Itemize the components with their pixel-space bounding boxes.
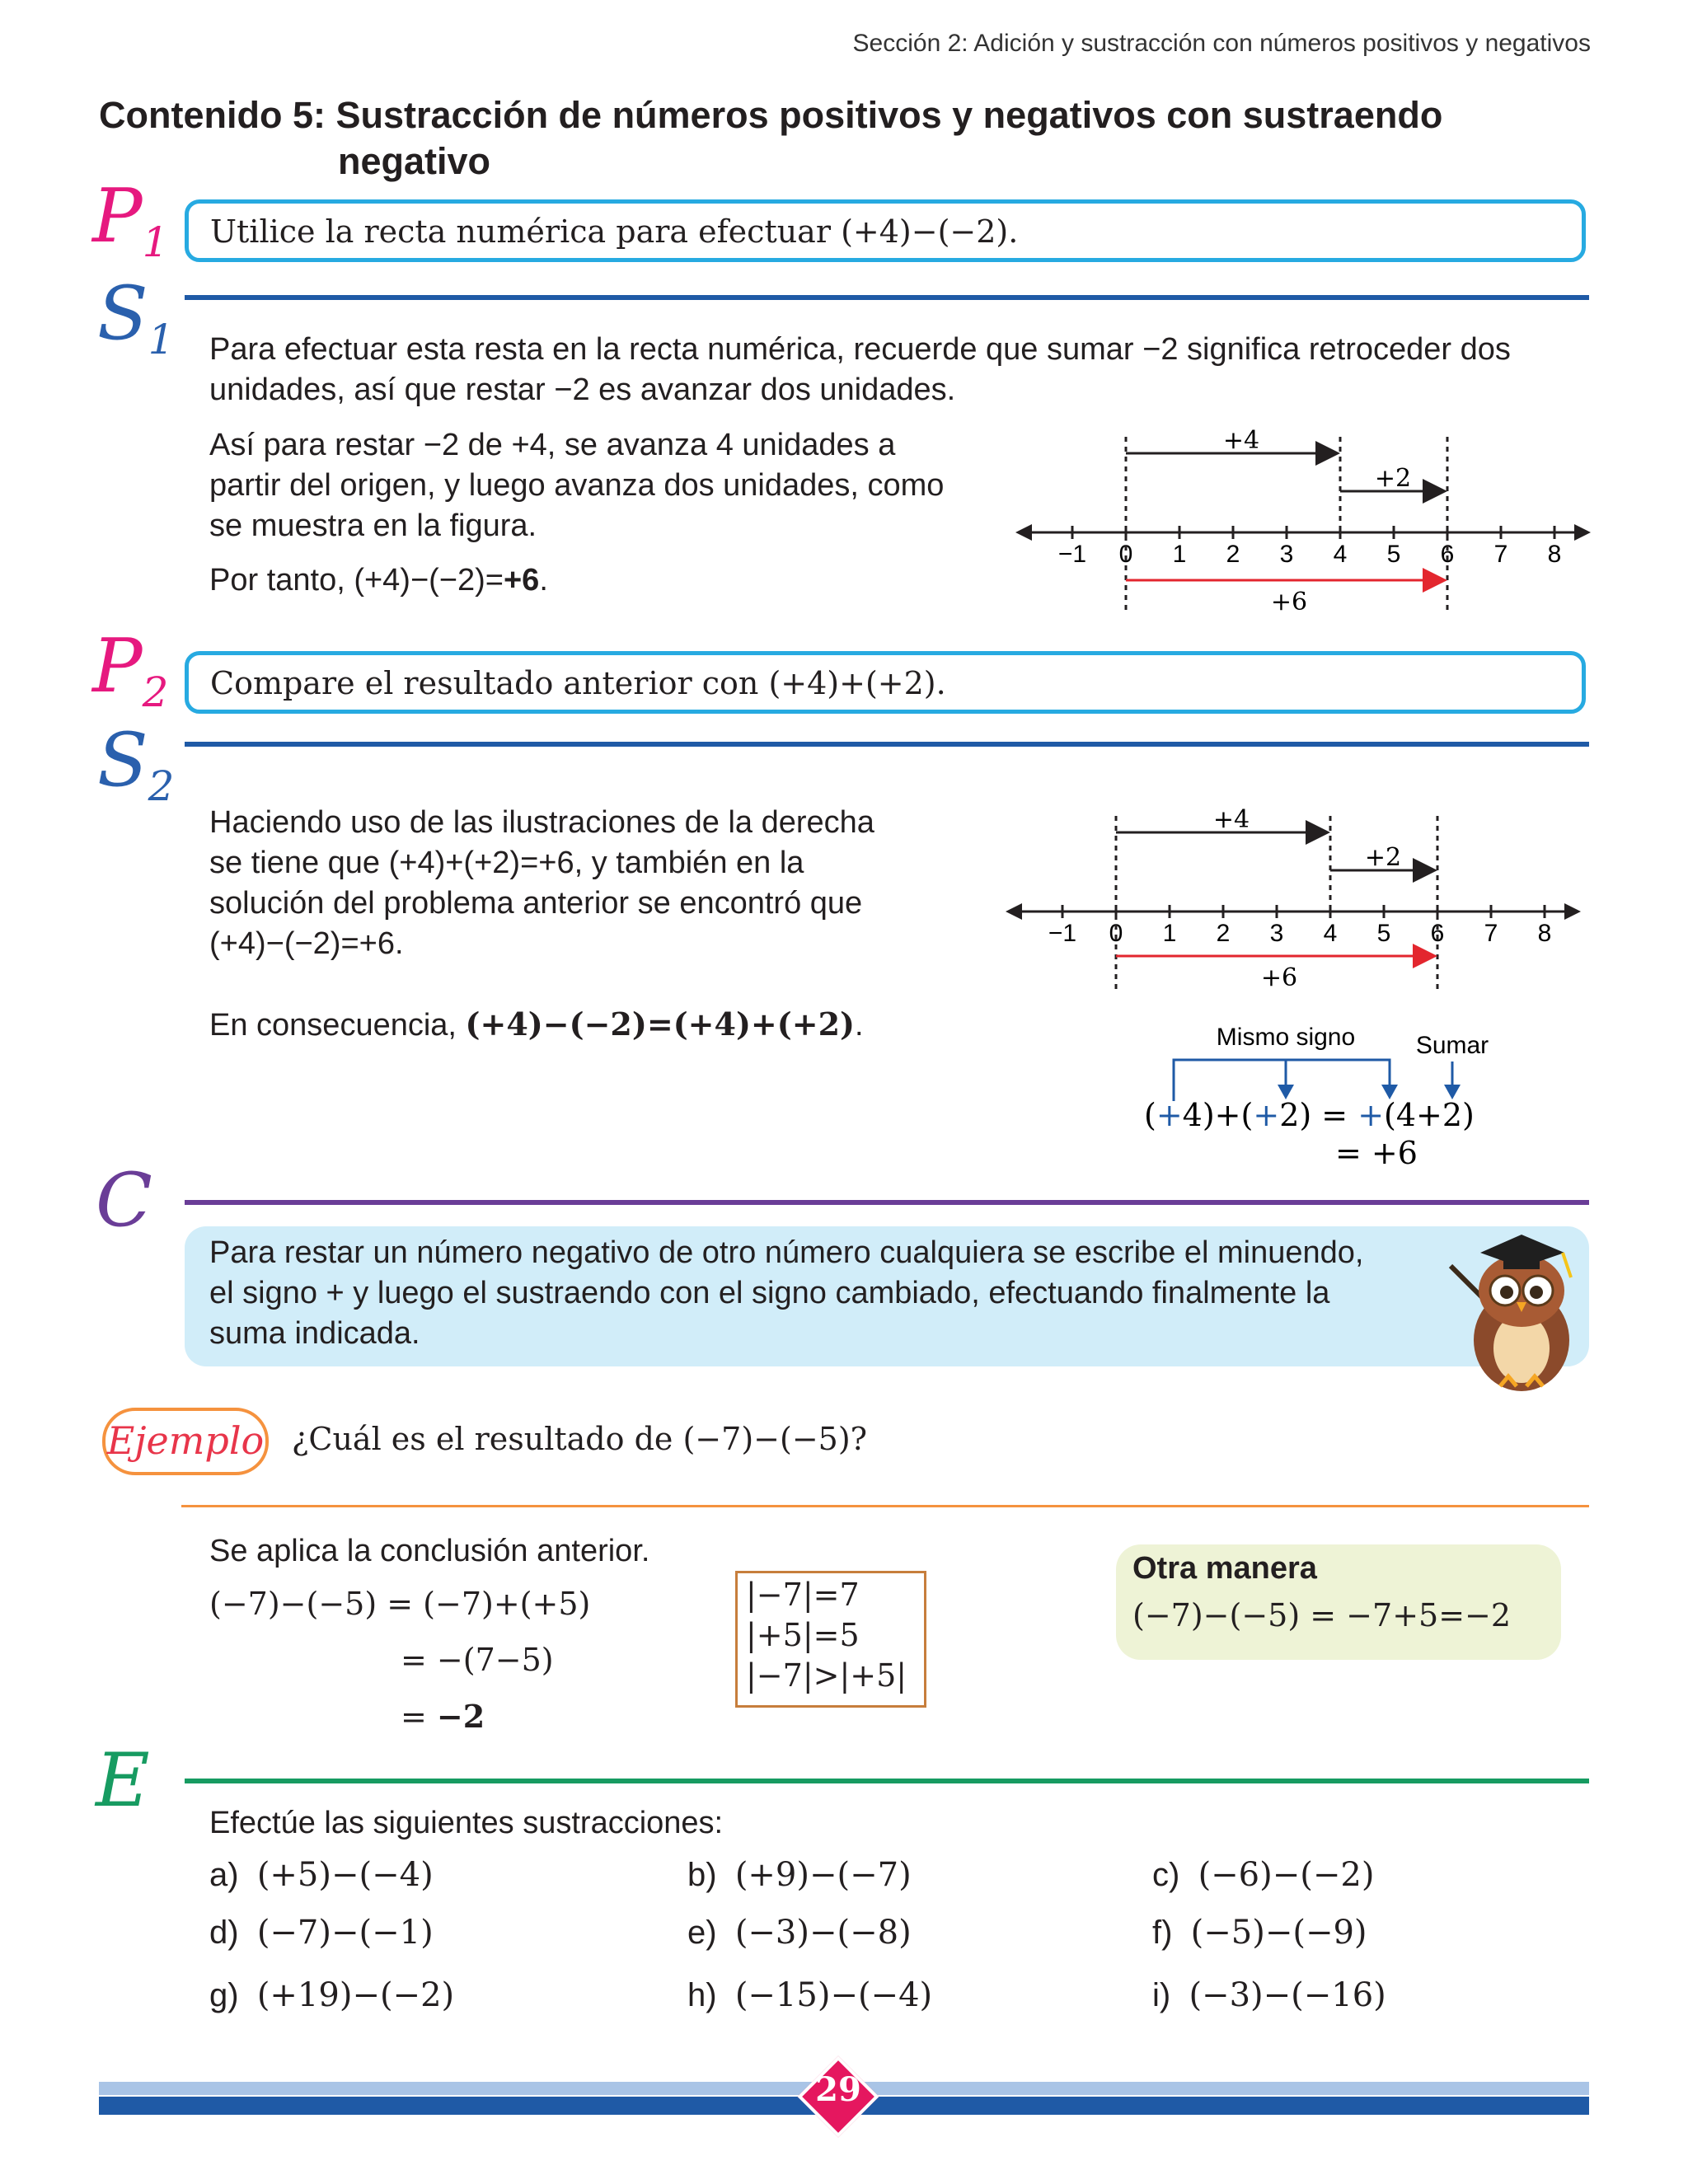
tick-label-2-2: 1 (1162, 920, 1177, 947)
tick-label-1-2: 1 (1172, 541, 1187, 568)
p2-mark: $P_2$ (92, 623, 169, 716)
exercise-b: b) (+9)−(−7) (687, 1856, 912, 1894)
sign-equation-2: = +6 (1335, 1135, 1418, 1167)
tick-label-1-8: 7 (1493, 541, 1508, 568)
otra-manera-title: Otra manera (1132, 1551, 1317, 1586)
tick-label-1-3: 2 (1226, 541, 1240, 568)
p2-text: Compare el resultado anterior con (+4)+(+2). (210, 665, 946, 701)
conclusion-text: Para restar un número negativo de otro número cualquiera se escribe el minuendo, el signo + y luego el sustraendo con el signo cambiado, efectuando finalmente la suma indicada. (209, 1235, 1364, 1351)
ejemplo-question: ¿Cuál es el resultado de (−7)−(−5)? (292, 1421, 868, 1457)
arrow-result-label: +6 (1270, 588, 1308, 616)
tick-label-1-1: 0 (1118, 541, 1133, 568)
arrow-plus-2-label-b: +2 (1364, 843, 1402, 872)
s1-result: Por tanto, (+4)−(−2)=+6. (209, 563, 548, 598)
exercise-g: g) (+19)−(−2) (209, 1976, 455, 2014)
tick-label-2-0: −1 (1048, 920, 1077, 947)
exercise-h: h) (−15)−(−4) (687, 1976, 933, 2014)
s1-paragraph-1: Para efectuar esta resta en la recta numérica, recuerde que sumar −2 significa retroceder dos unidades, así que restar −2 es avanzar dos unidades. (209, 332, 1511, 407)
sign-diagram (1137, 1019, 1525, 1167)
tick-label-1-7: 6 (1440, 541, 1455, 568)
ejemplo-intro: Se aplica la conclusión anterior. (209, 1534, 650, 1568)
tick-label-1-9: 8 (1547, 541, 1562, 568)
ejemplo-step-3: = −2 (401, 1698, 485, 1735)
ejercicios-intro: Efectúe las siguientes sustracciones: (209, 1806, 724, 1840)
otra-manera-equation: (−7)−(−5) = −7+5=−2 (1132, 1597, 1512, 1633)
ejemplo-rule (181, 1505, 1589, 1507)
ejemplo-step-2: = −(7−5) (401, 1642, 554, 1678)
axis-right-arrow (1574, 524, 1591, 541)
tick-label-2-1: 0 (1109, 920, 1123, 947)
p2-problem-box (185, 651, 1586, 714)
sign-equation-1: (+4)+(+2) = +(4+2) (1144, 1097, 1475, 1133)
tick-label-2-7: 6 (1430, 920, 1445, 947)
title-line-2: negativo (338, 140, 491, 182)
s2-mark: $S_2$ (97, 717, 175, 810)
c-mark: C (96, 1157, 152, 1244)
section-header: Sección 2: Adición y sustracción con números positivos y negativos (852, 30, 1591, 57)
e-rule (185, 1779, 1589, 1783)
owl-teacher-icon (1434, 1216, 1591, 1398)
exercise-e: e) (−3)−(−8) (687, 1914, 912, 1952)
abs-line-3: |−7|>|+5| (746, 1657, 907, 1694)
ejemplo-badge: Ejemplo (102, 1408, 269, 1475)
number-line-diagram-1 (1014, 420, 1591, 618)
c-rule (185, 1200, 1589, 1205)
absolute-value-box (735, 1571, 926, 1708)
tick-label-1-5: 4 (1333, 541, 1348, 568)
exercise-c: c) (−6)−(−2) (1152, 1856, 1375, 1894)
tick-label-1-0: −1 (1057, 541, 1087, 568)
otra-manera-box (1116, 1544, 1561, 1660)
tick-label-2-9: 8 (1537, 920, 1552, 947)
bracket-line (1174, 1060, 1390, 1101)
axis-left-arrow-2 (1006, 903, 1022, 920)
p1-mark: $P_1$ (92, 173, 169, 266)
tick-label-2-5: 4 (1323, 920, 1338, 947)
tick-label-2-8: 7 (1484, 920, 1498, 947)
arrow-result-label-b: +6 (1260, 963, 1298, 992)
s1-rule (185, 295, 1589, 300)
exercise-f: f) (−5)−(−9) (1152, 1914, 1367, 1952)
exercise-i: i) (−3)−(−16) (1152, 1976, 1386, 2014)
page-number: 29 (815, 2070, 861, 2109)
tick-label-1-4: 3 (1279, 541, 1294, 568)
ejemplo-step-1: (−7)−(−5) = (−7)+(+5) (209, 1586, 591, 1622)
abs-line-2: |+5|=5 (746, 1617, 860, 1653)
exercise-d: d) (−7)−(−1) (209, 1914, 434, 1952)
s2-paragraph: Haciendo uso de las ilustraciones de la derecha se tiene que (+4)+(+2)=+6, y también en la solución del problema anterior se encontró que (+4)−(−2)=+6. (209, 805, 874, 961)
exercise-a: a) (+5)−(−4) (209, 1856, 434, 1894)
arrow-plus-4-label: +4 (1222, 426, 1260, 455)
abs-line-1: |−7|=7 (746, 1577, 860, 1613)
p1-problem-box (185, 199, 1586, 262)
s1-paragraph-2: Así para restar −2 de +4, se avanza 4 unidades a partir del origen, y luego avanza dos unidades, como se muestra en la figura. (209, 428, 945, 543)
tick-label-2-4: 3 (1269, 920, 1284, 947)
axis-left-arrow (1015, 524, 1032, 541)
e-mark: E (96, 1737, 150, 1824)
arrow-plus-2-label: +2 (1374, 464, 1412, 493)
number-line-diagram-2 (1004, 799, 1581, 997)
tick-label-2-3: 2 (1216, 920, 1231, 947)
s2-rule (185, 742, 1589, 747)
page-title (99, 92, 1500, 185)
title-line-1: Contenido 5: Sustracción de números positivos y negativos con sustraendo (99, 94, 1443, 136)
axis-right-arrow-2 (1564, 903, 1581, 920)
s2-consequence: En consecuencia, (+4)−(−2)=(+4)+(+2). (209, 1005, 864, 1043)
mismo-signo-label: Mismo signo (1216, 1024, 1356, 1051)
tick-label-1-6: 5 (1386, 541, 1401, 568)
tick-label-2-6: 5 (1376, 920, 1391, 947)
sumar-label: Sumar (1415, 1032, 1489, 1059)
p1-text: Utilice la recta numérica para efectuar (+4)−(−2). (210, 213, 1019, 250)
s1-mark: $S_1$ (97, 270, 175, 363)
arrow-plus-4-label-b: +4 (1212, 805, 1250, 834)
